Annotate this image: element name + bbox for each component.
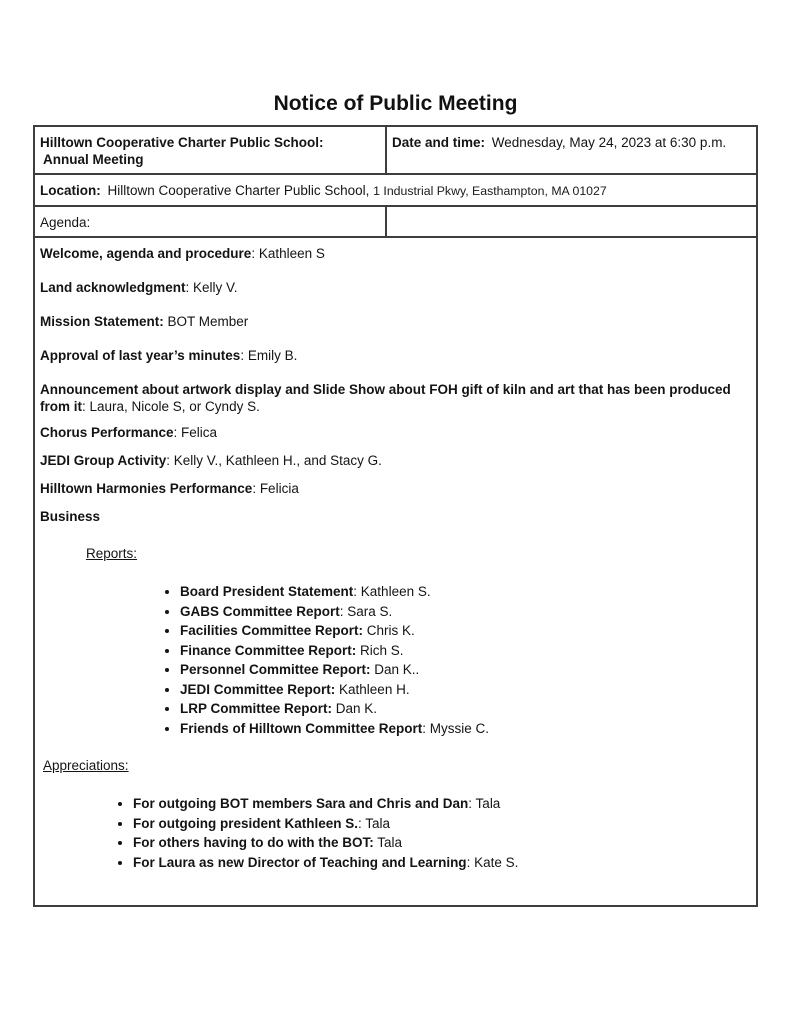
agenda-item-value: BOT Member [163, 314, 249, 329]
agenda-item-label: Mission Statement: [40, 314, 164, 329]
report-item-value: : Kathleen S. [353, 584, 431, 599]
school-name-line2: Annual Meeting [43, 152, 144, 167]
agenda-item-label: Land acknowledgment [40, 280, 186, 295]
agenda-item-value: : Felica [173, 425, 218, 440]
agenda-item-label: Announcement about artwork display and Slide Show about FOH gift of kiln and art that has been produced from it [40, 382, 731, 414]
agenda-item [40, 508, 748, 525]
report-item [180, 680, 748, 700]
agenda-item-label: Hilltown Harmonies Performance [40, 481, 253, 496]
report-item [180, 699, 748, 719]
appreciation-item-label: For Laura as new Director of Teaching and Learning [133, 854, 467, 870]
header-row [34, 126, 757, 174]
agenda-item-value: : Kathleen S [251, 246, 325, 261]
agenda-item-label: Chorus Performance [40, 425, 174, 440]
appreciation-item-label: For outgoing BOT members Sara and Chris and Dan [133, 796, 469, 811]
appreciation-item [133, 794, 748, 814]
school-name-cell [34, 126, 386, 174]
agenda-item-label: Approval of last year’s minutes [40, 348, 241, 363]
report-item [180, 641, 748, 661]
agenda-item-label: Welcome, agenda and procedure [40, 246, 252, 261]
location-cell [34, 174, 757, 206]
appreciation-item-value: Tala [373, 835, 403, 850]
appreciation-item [133, 814, 748, 834]
report-item-value: Kathleen H. [335, 681, 410, 697]
agenda-item-value: : Felicia [252, 481, 299, 496]
date-time-label: Date and time: [392, 135, 486, 150]
agenda-row [34, 206, 757, 237]
report-item-label: Board President Statement [180, 584, 354, 599]
agenda-empty-cell [386, 206, 757, 237]
report-item [180, 582, 748, 602]
report-item-label: JEDI Committee Report: [180, 681, 336, 697]
agenda-item-value: : Emily B. [240, 348, 298, 363]
agenda-item-value: : Kelly V., Kathleen H., and Stacy G. [166, 453, 382, 468]
report-item-label: LRP Committee Report: [180, 701, 333, 716]
appreciation-item [133, 853, 748, 873]
appreciation-item-label: For outgoing president Kathleen S. [133, 815, 359, 831]
agenda-item [40, 424, 748, 441]
report-item-label: Friends of Hilltown Committee Report [180, 720, 423, 736]
appreciations-list [40, 794, 748, 872]
report-item-label: GABS Committee Report [180, 603, 340, 619]
report-item-label: Personnel Committee Report: [180, 662, 371, 677]
school-name-line1: Hilltown Cooperative Charter Public School: [40, 135, 324, 150]
appreciation-item-label: For others having to do with the BOT: [133, 835, 374, 850]
report-item [180, 621, 748, 641]
appreciation-item-value: : Tala [468, 796, 501, 811]
page-title: Notice of Public Meeting [273, 92, 518, 115]
appreciations-heading: Appreciations: [43, 758, 129, 773]
date-time-value: Wednesday, May 24, 2023 at 6:30 p.m. [491, 135, 727, 150]
appreciation-item-value: : Kate S. [466, 854, 519, 870]
agenda-item-value: : Laura, Nicole S, or Cyndy S. [82, 399, 260, 414]
agenda-body-cell [34, 237, 757, 906]
location-address: 1 Industrial Pkwy, Easthampton, MA 01027 [373, 184, 607, 198]
report-item [180, 719, 748, 739]
report-item-value: Dan K.. [370, 662, 420, 677]
agenda-item [40, 313, 748, 330]
location-value: Hilltown Cooperative Charter Public School, [107, 183, 370, 198]
agenda-item [40, 347, 748, 364]
agenda-item-label: Business [40, 509, 101, 524]
meeting-info-table [33, 125, 758, 907]
report-item [180, 602, 748, 622]
location-label: Location: [40, 183, 101, 198]
report-item-label: Finance Committee Report: [180, 642, 357, 658]
reports-heading: Reports: [86, 546, 138, 561]
appreciation-item [133, 833, 748, 853]
agenda-item-value: : Kelly V. [185, 280, 238, 295]
report-item-value: Chris K. [363, 623, 415, 638]
report-item [180, 660, 748, 680]
agenda-item [40, 279, 748, 296]
report-item-value: Dan K. [332, 701, 378, 716]
report-item-label: Facilities Committee Report: [180, 623, 364, 638]
location-row [34, 174, 757, 206]
agenda-label-cell [34, 206, 386, 237]
report-item-value: : Myssie C. [422, 720, 490, 736]
agenda-body-row [34, 237, 757, 906]
reports-list [40, 582, 748, 738]
agenda-item [40, 381, 748, 415]
appreciation-item-value: : Tala [358, 815, 391, 831]
date-time-cell [386, 126, 757, 174]
agenda-item-label: JEDI Group Activity [40, 453, 167, 468]
report-item-value: Rich S. [356, 642, 404, 658]
agenda-label: Agenda: [40, 215, 91, 230]
agenda-item [40, 452, 748, 469]
agenda-item [40, 480, 748, 497]
report-item-value: : Sara S. [339, 603, 393, 619]
agenda-item [40, 245, 748, 262]
